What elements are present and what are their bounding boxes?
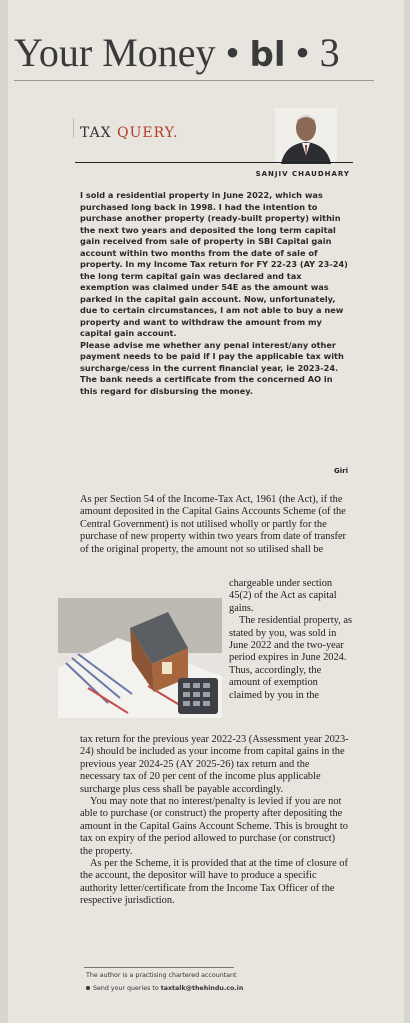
bullet-icon — [86, 986, 90, 990]
answer-side-2: The residential property, as stated by you, was sold in June 2022 and the two-year period expires in June 2024. Thus, accordingly, the amount of exemption claimed by you in the — [229, 615, 353, 701]
answer-paragraph-tax: tax return for the previous year 2022-23 (Assessment year 2023-24) should be included as your income from capital gains in the previous year 2024-25 (AY 2025-26) tax return and the necessary tax of 20 per cent of the income plus applicable surcharge plus cess shall be payable accordingly. — [80, 734, 349, 795]
answer-side-1: chargeable under section 45(2) of the Act as capital gains. — [229, 578, 337, 614]
query-email: taxtalk@thehindu.co.in — [160, 985, 244, 992]
author-note: The author is a practising chartered accountant — [86, 972, 237, 979]
author-name: SANJIV CHAUDHARY — [255, 170, 350, 178]
answer-paragraph-interest: You may note that no interest/penalty is levied if you are not able to purchase (or construct) the property after depositing the amount in the Capital Gains Account Scheme. This is brought to tax on expiry of the period allowed to purchase (or construct) the property. — [80, 796, 348, 857]
answer-paragraph-1: As per Section 54 of the Income-Tax Act, 1961 (the Act), if the amount deposited in the Capital Gains Accounts Scheme (of the Central Government) is not utilised wholly or partly for the purchase of new property within two years from date of transfer of the original property, the amount not so utilised shall be — [80, 494, 347, 555]
masthead-separator-2: • — [295, 30, 310, 75]
brand-logo: bl — [249, 35, 286, 75]
section-name: Your Money — [14, 30, 216, 75]
column-title-main: TAX — [80, 125, 112, 141]
footer-rule — [84, 967, 234, 968]
column-rule — [73, 118, 74, 138]
send-queries-label: Send your queries to — [93, 985, 159, 992]
author-photo — [275, 108, 337, 164]
answer-paragraph-scheme: As per the Scheme, it is provided that at the time of closure of the account, the depositor will have to produce a specific authority letter/certificate from the Income Tax Officer of the respective jurisdiction. — [80, 858, 348, 907]
question-paragraph-2: Please advise me whether any penal interest/any other payment needs to be paid if I pay the applicable tax with surcharge/cess in the current financial year, ie 2023-24. The bank needs a certificate from the concerned AO in this regard for disbursing the money. — [80, 339, 344, 396]
masthead — [14, 30, 374, 81]
answer-continued — [80, 734, 350, 908]
question-paragraph-1: I sold a residential property in June 2022, which was purchased long back in 1998. I had the intention to purchase another property (ready-built property) within the next two years and deposited the long term capital gain received from sale of property in SBI Capital gain account within two months from the date of sale of property. In my Income Tax return for FY 22-23 (AY 23-24) the long term capital gain was declared and tax exemption was claimed under 54E as the amount was parked in the capital gain account. Now, unfortunately, due to certain circumstances, I am not able to buy a new property and want to withdraw the amount from my capital gain account. — [80, 190, 348, 338]
reader-signature: Giri — [334, 467, 348, 475]
query-contact — [86, 985, 346, 992]
reader-question — [80, 190, 348, 397]
masthead-separator: • — [225, 30, 240, 75]
column-title — [80, 125, 179, 141]
column-title-accent: QUERY. — [117, 125, 179, 141]
answer-side-column — [229, 578, 353, 702]
house-and-tax-illustration — [58, 598, 222, 718]
page-number: 3 — [319, 30, 340, 75]
answer-intro — [80, 494, 348, 556]
header-rule — [75, 162, 353, 163]
